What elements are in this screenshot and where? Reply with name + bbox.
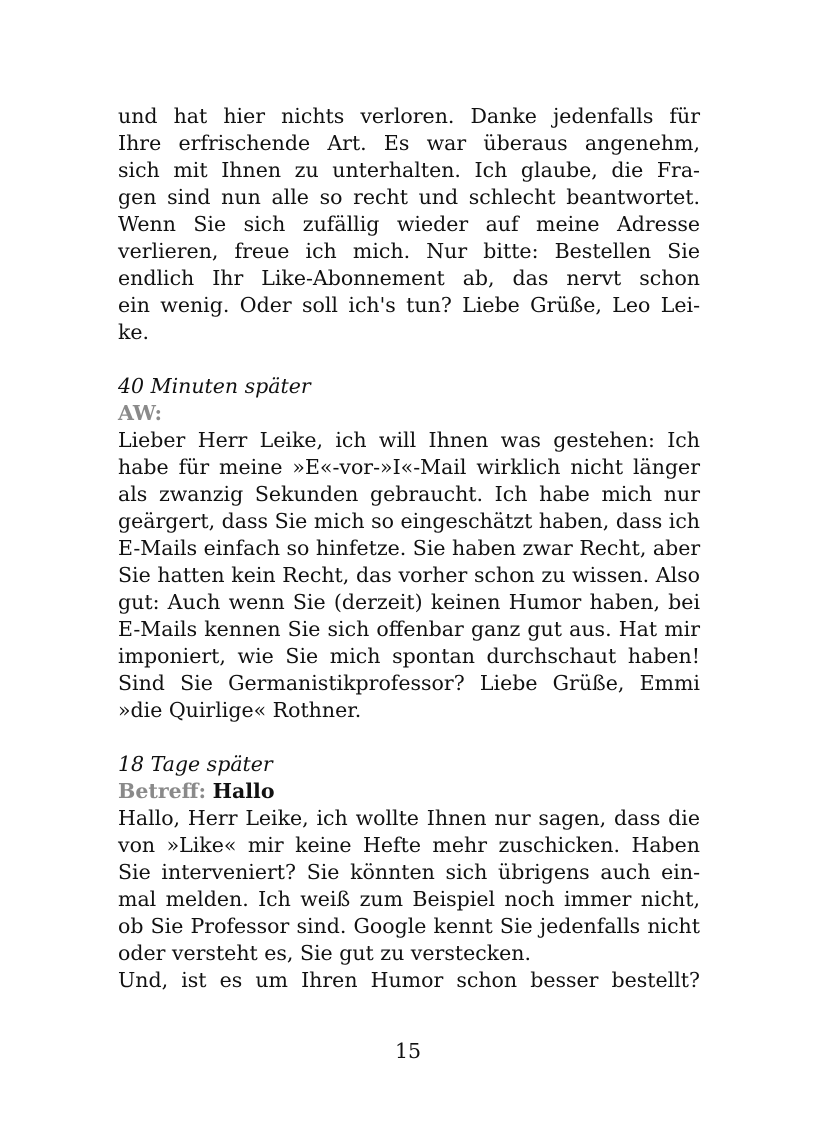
text-line: E-Mails einfach so hinfetze. Sie haben zwar Recht, aber [118, 536, 701, 560]
text-line: geärgert, dass Sie mich so eingeschätzt haben, dass ich [118, 509, 700, 533]
page-body [118, 103, 700, 994]
text-line: imponiert, wie Sie mich spontan durchschaut haben! [118, 644, 700, 668]
email-section-aw [118, 373, 700, 724]
email-label-aw: AW: [118, 401, 163, 425]
text-line: ke. [118, 320, 150, 344]
text-line: Sie interveniert? Sie könnten sich übrigens auch ein- [118, 860, 700, 884]
email-subject-line [118, 778, 700, 805]
section-gap [118, 724, 700, 751]
page-number: 15 [394, 1039, 422, 1063]
text-line: ob Sie Professor sind. Google kennt Sie jedenfalls nicht [118, 914, 700, 938]
email-subject: Hallo [212, 779, 275, 803]
section-gap [118, 346, 700, 373]
text-line: sich mit Ihnen zu unterhalten. Ich glaube, die Fra- [118, 158, 700, 182]
email-label-betreff: Betreff: [118, 779, 207, 803]
text-line: Ihre erfrischende Art. Es war überaus angenehm, [118, 131, 700, 155]
text-line: endlich Ihr Like-Abonnement ab, das nervt schon [118, 266, 700, 290]
text-line: »die Quirlige« Rothner. [118, 698, 362, 722]
text-line: gen sind nun alle so recht und schlecht beantwortet. [118, 185, 700, 209]
text-line: ein wenig. Oder soll ich's tun? Liebe Grüße, Leo Lei- [118, 293, 700, 317]
email-section-hallo [118, 751, 700, 994]
text-line: verlieren, freue ich mich. Nur bitte: Bestellen Sie [118, 239, 700, 263]
text-line: gut: Auch wenn Sie (derzeit) keinen Humor haben, bei [118, 590, 700, 614]
text-line: oder versteht es, Sie gut zu verstecken. [118, 941, 531, 965]
text-line: Hallo, Herr Leike, ich wollte Ihnen nur sagen, dass die [118, 806, 700, 830]
timestamp-heading: 18 Tage später [118, 752, 273, 776]
text-line: und hat hier nichts verloren. Danke jedenfalls für [118, 104, 700, 128]
timestamp-heading: 40 Minuten später [118, 374, 311, 398]
paragraph-leo-reply [118, 103, 700, 346]
text-line: als zwanzig Sekunden gebraucht. Ich habe mich nur [118, 482, 700, 506]
text-line: Lieber Herr Leike, ich will Ihnen was gestehen: Ich [118, 428, 700, 452]
text-line: Und, ist es um Ihren Humor schon besser bestellt? [118, 968, 700, 992]
text-line: Sind Sie Germanistikprofessor? Liebe Grüße, Emmi [118, 671, 700, 695]
text-line: Wenn Sie sich zufällig wieder auf meine Adresse [118, 212, 700, 236]
text-line: mal melden. Ich weiß zum Beispiel noch immer nicht, [118, 887, 700, 911]
text-line: Sie hatten kein Recht, das vorher schon zu wissen. Also [118, 563, 700, 587]
text-line: habe für meine »E«-vor-»I«-Mail wirklich nicht länger [118, 455, 700, 479]
text-line: E-Mails kennen Sie sich offenbar ganz gut aus. Hat mir [118, 617, 700, 641]
text-line: von »Like« mir keine Hefte mehr zuschicken. Haben [118, 833, 700, 857]
